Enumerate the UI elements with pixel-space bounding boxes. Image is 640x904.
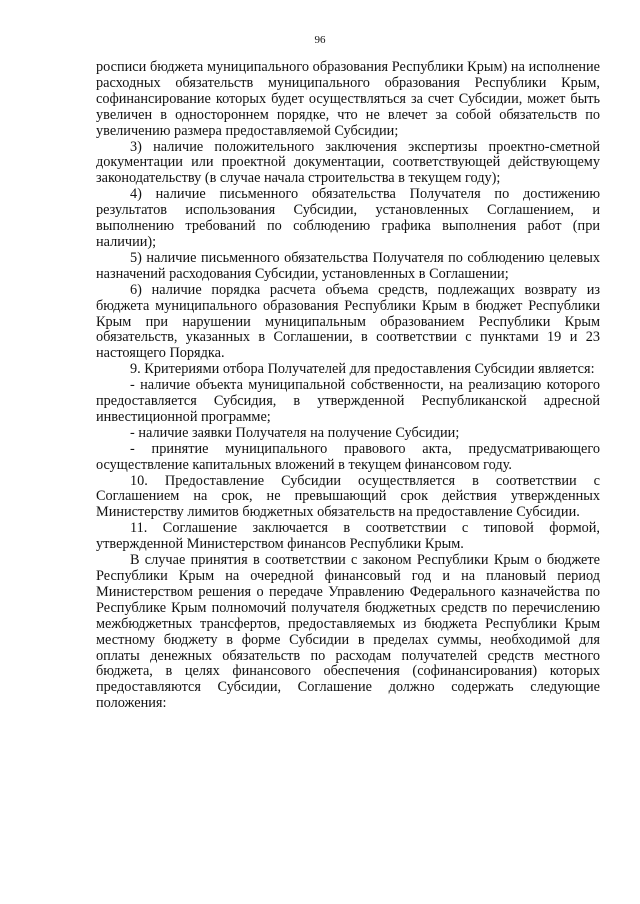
paragraph-criterion-3: - принятие муниципального правового акта, предусматривающего осуществление капитальных вложений в текущем финансовом году. bbox=[96, 440, 600, 473]
paragraph-criterion-2: - наличие заявки Получателя на получение Субсидии; bbox=[130, 424, 460, 441]
page-number: 96 bbox=[314, 34, 326, 46]
paragraph-section-11: 11. Соглашение заключается в соответствии с типовой формой, утвержденной Министерством финансов Республики Крым. bbox=[96, 520, 600, 553]
paragraph-item-3: 3) наличие положительного заключения экспертизы проектно-сметной документации или проектной документации, соответствующей действующему законодательству (в случае начала строительства в текущем году); bbox=[96, 138, 600, 187]
paragraph-agreement-conditions: В случае принятия в соответствии с законом Республики Крым о бюджете Республики Крым на очередной финансовый год и на плановый период Министерством решения о передаче Управлению Федерального казначейства по Республике Крым полномочий получателя бюджетных средств по перечислению межбюджетных трансфертов, предоставляемых из бюджета Республики Крым местному бюджету в форме Субсидии в пределах суммы, необходимой для оплаты денежных обязательств по расходам получателей средств местного бюджета, в целях финансового обеспечения (софинансирования) которых предоставляются Субсидии, Соглашение должно содержать следующие положения: bbox=[96, 552, 600, 712]
paragraph-criterion-1: - наличие объекта муниципальной собственности, на реализацию которого предоставляется Субсидия, в утвержденной Республиканской адресной инвестиционной программе; bbox=[96, 377, 600, 425]
paragraph-item-4: 4) наличие письменного обязательства Получателя по достижению результатов использования Субсидии, установленных Соглашением, и выполнению требований по соблюдению графика выполнения работ (при наличии); bbox=[96, 186, 600, 250]
paragraph-item-6: 6) наличие порядка расчета объема средств, подлежащих возврату из бюджета муниципального образования Республики Крым в бюджет Республики Крым при нарушении муниципальным образованием Республики Крым обязательств, указанных в Соглашении, в соответствии с пунктами 19 и 23 настоящего Порядка. bbox=[96, 281, 600, 362]
paragraph-item-5: 5) наличие письменного обязательства Получателя по соблюдению целевых назначений расходования Субсидии, установленных в Соглашении; bbox=[96, 249, 600, 282]
paragraph-section-9: 9. Критериями отбора Получателей для предоставления Субсидии является: bbox=[130, 361, 595, 378]
paragraph-continuation: росписи бюджета муниципального образования Республики Крым) на исполнение расходных обязательств муниципального образования Республики Крым, софинансирование которых будет осуществляться за счет Субсидии, может быть увеличен в одностороннем порядке, что не влечет за собой обязательств по увеличению размера предоставляемой Субсидии; bbox=[96, 59, 600, 139]
document-body bbox=[96, 60, 600, 712]
paragraph-section-10: 10. Предоставление Субсидии осуществляется в соответствии с Соглашением на срок, не превышающий срок действия утвержденных Министерству лимитов бюджетных обязательств на предоставление Субсидии. bbox=[96, 472, 600, 521]
